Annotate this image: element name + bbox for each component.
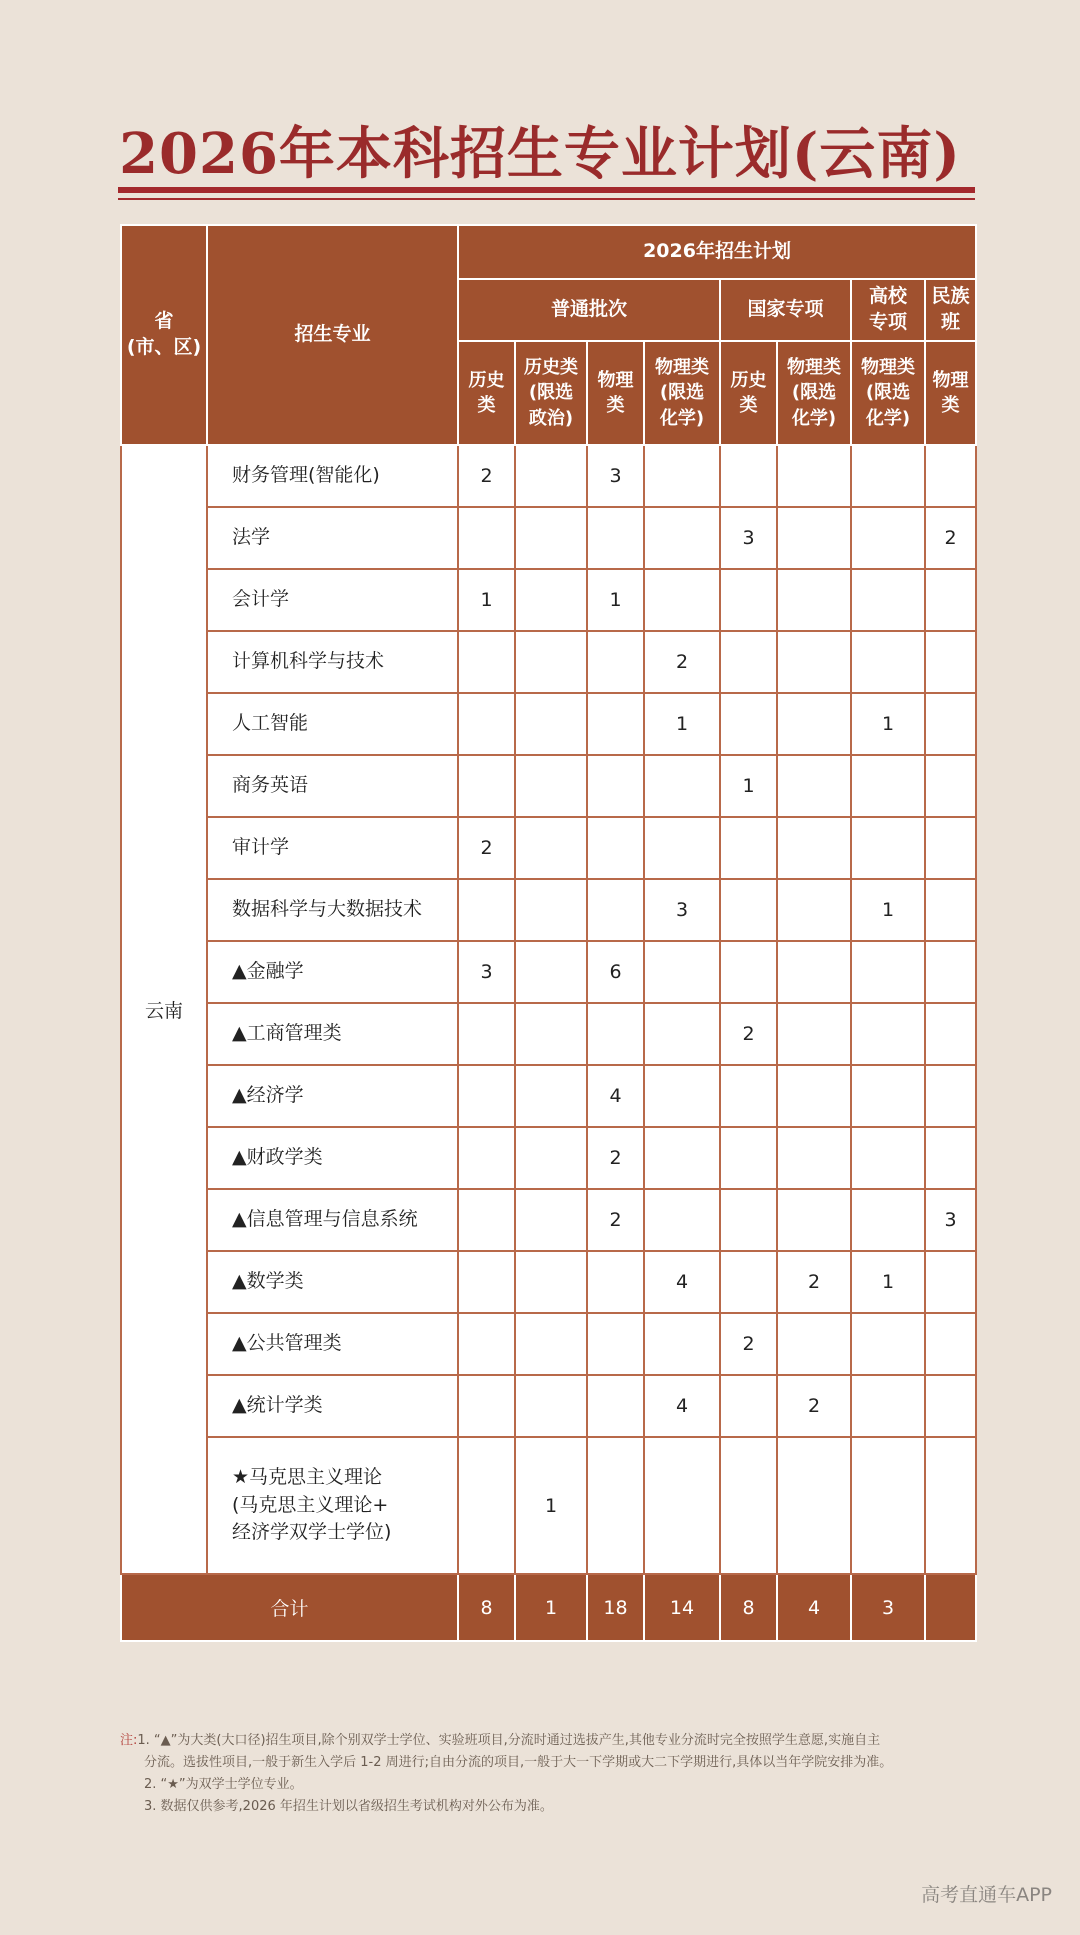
watermark: 高考直通车APP [921,1884,1052,1906]
major-name: 人工智能 [207,693,458,755]
total-cell: 4 [777,1574,851,1641]
quota-cell [515,693,587,755]
quota-cell [515,817,587,879]
quota-cell [851,817,925,879]
quota-cell: 1 [851,879,925,941]
title-underline-thin [118,198,975,200]
quota-cell [851,569,925,631]
quota-cell [720,879,777,941]
quota-cell [587,879,644,941]
quota-cell: 1 [851,1251,925,1313]
header-subcol-3: 物理类 (限选 化学) [644,341,720,445]
major-name: ▲金融学 [207,941,458,1003]
quota-cell [851,445,925,507]
quota-cell [644,1003,720,1065]
quota-cell [587,1375,644,1437]
quota-cell [851,631,925,693]
footnote-1a [120,1730,980,1752]
quota-cell: 3 [720,507,777,569]
quota-cell [515,1003,587,1065]
quota-cell [851,1189,925,1251]
major-name: 会计学 [207,569,458,631]
major-name: 数据科学与大数据技术 [207,879,458,941]
total-cell: 3 [851,1574,925,1641]
quota-cell [851,507,925,569]
quota-cell: 6 [587,941,644,1003]
quota-cell [644,817,720,879]
quota-cell [458,1189,515,1251]
quota-cell [587,1437,644,1574]
quota-cell [587,817,644,879]
header-group-ethnic: 民族 班 [925,279,976,341]
quota-cell [720,817,777,879]
major-name: 审计学 [207,817,458,879]
quota-cell: 1 [458,569,515,631]
total-cell: 14 [644,1574,720,1641]
quota-cell [458,1251,515,1313]
quota-cell [720,941,777,1003]
quota-cell [458,1313,515,1375]
quota-cell [458,693,515,755]
major-name: ▲数学类 [207,1251,458,1313]
footnote-1a-text: 1. “▲”为大类(大口径)招生项目,除个别双学士学位、实验班项目,分流时通过选拔产生,其他专业分流时完全按照学生意愿,实施自主 [137,1733,881,1748]
footnote-2: 2. “★”为双学士学位专业。 [144,1777,303,1792]
quota-cell: 2 [644,631,720,693]
quota-cell [720,1065,777,1127]
quota-cell [515,755,587,817]
header-plan: 2026年招生计划 [458,225,976,279]
quota-cell: 2 [458,445,515,507]
quota-cell [644,1065,720,1127]
table-row [121,1003,976,1065]
total-cell: 18 [587,1574,644,1641]
quota-cell: 3 [925,1189,976,1251]
quota-cell [720,1251,777,1313]
header-subcol-5: 物理类 (限选 化学) [777,341,851,445]
quota-cell [587,1313,644,1375]
quota-cell [777,445,851,507]
quota-cell: 1 [851,693,925,755]
quota-cell [587,507,644,569]
quota-cell [515,507,587,569]
quota-cell [851,1313,925,1375]
table-row [121,941,976,1003]
total-cell: 8 [458,1574,515,1641]
header-subcol-0: 历史 类 [458,341,515,445]
total-label: 合计 [121,1574,458,1641]
major-name: ▲财政学类 [207,1127,458,1189]
table-row [121,569,976,631]
quota-cell [720,631,777,693]
quota-cell [515,1189,587,1251]
quota-cell [720,1375,777,1437]
header-group-university: 高校 专项 [851,279,925,341]
page-title: 2026年本科招生专业计划(云南) [119,121,961,187]
table-row [121,879,976,941]
quota-cell: 2 [587,1127,644,1189]
total-cell: 1 [515,1574,587,1641]
quota-cell [515,445,587,507]
quota-cell: 4 [644,1375,720,1437]
quota-cell [458,1127,515,1189]
quota-cell: 1 [587,569,644,631]
header-group-national: 国家专项 [720,279,851,341]
quota-cell [644,755,720,817]
major-name: ▲信息管理与信息系统 [207,1189,458,1251]
quota-cell [644,1437,720,1574]
quota-cell: 1 [720,755,777,817]
quota-cell [851,1375,925,1437]
province-cell: 云南 [121,445,207,1574]
table-row [121,755,976,817]
quota-cell: 2 [458,817,515,879]
major-name: 商务英语 [207,755,458,817]
quota-cell: 4 [644,1251,720,1313]
quota-cell [777,817,851,879]
quota-cell [851,1003,925,1065]
major-name: ▲公共管理类 [207,1313,458,1375]
quota-cell [925,755,976,817]
table-row [121,693,976,755]
quota-cell [925,879,976,941]
table-row [121,1313,976,1375]
quota-cell [458,1065,515,1127]
quota-cell [587,1003,644,1065]
quota-cell: 2 [720,1313,777,1375]
quota-cell [851,755,925,817]
quota-cell [458,1375,515,1437]
table-row [121,1065,976,1127]
quota-cell [777,1313,851,1375]
quota-cell [458,1003,515,1065]
major-name: ★马克思主义理论 (马克思主义理论+ 经济学双学士学位) [207,1437,458,1574]
table-row [121,817,976,879]
quota-cell: 2 [587,1189,644,1251]
quota-cell [644,1189,720,1251]
footnote-1b: 分流。选拔性项目,一般于新生入学后 1-2 周进行;自由分流的项目,一般于大一下学期或大二下学期进行,具体以当年学院安排为准。 [144,1755,893,1770]
quota-cell: 2 [925,507,976,569]
quota-cell [644,569,720,631]
quota-cell [515,1065,587,1127]
header-subcol-2: 物理 类 [587,341,644,445]
quota-cell [458,507,515,569]
quota-cell [644,941,720,1003]
quota-cell [925,1313,976,1375]
quota-cell [515,1313,587,1375]
quota-cell [720,445,777,507]
table-row [121,1375,976,1437]
quota-cell [515,1375,587,1437]
quota-cell [851,941,925,1003]
quota-cell [925,817,976,879]
enrollment-plan-table [120,224,977,1642]
quota-cell [720,1189,777,1251]
quota-cell [925,1127,976,1189]
quota-cell [851,1065,925,1127]
quota-cell [851,1127,925,1189]
quota-cell [587,693,644,755]
header-subcol-4: 历史 类 [720,341,777,445]
quota-cell [587,631,644,693]
quota-cell [644,507,720,569]
header-group-regular: 普通批次 [458,279,720,341]
header-subcol-7: 物理 类 [925,341,976,445]
quota-cell [925,1251,976,1313]
major-name: 计算机科学与技术 [207,631,458,693]
quota-cell [644,1313,720,1375]
quota-cell [458,1437,515,1574]
table-row [121,1437,976,1574]
table-row [121,507,976,569]
quota-cell [720,1127,777,1189]
quota-cell [777,1065,851,1127]
header-subcol-6: 物理类 (限选 化学) [851,341,925,445]
quota-cell [587,755,644,817]
quota-cell [777,569,851,631]
quota-cell [777,693,851,755]
quota-cell [777,1189,851,1251]
quota-cell [644,1127,720,1189]
quota-cell [925,941,976,1003]
quota-cell [720,569,777,631]
quota-cell [925,693,976,755]
quota-cell [515,569,587,631]
quota-cell [925,1003,976,1065]
quota-cell [925,445,976,507]
quota-cell [777,1437,851,1574]
footnote-3: 3. 数据仅供参考,2026 年招生计划以省级招生考试机构对外公布为准。 [144,1799,553,1814]
table-row [121,631,976,693]
footnote-prefix: 注: [120,1733,138,1748]
quota-cell [587,1251,644,1313]
quota-cell: 3 [587,445,644,507]
table-row [121,1127,976,1189]
quota-cell [925,1437,976,1574]
table-row [121,445,976,507]
major-name: 财务管理(智能化) [207,445,458,507]
quota-cell [777,631,851,693]
quota-cell [720,693,777,755]
quota-cell [777,507,851,569]
major-name: ▲统计学类 [207,1375,458,1437]
quota-cell [925,1065,976,1127]
quota-cell [777,1003,851,1065]
quota-cell: 2 [777,1375,851,1437]
footnotes [120,1730,980,1818]
total-cell: 8 [720,1574,777,1641]
header-subcol-1: 历史类 (限选 政治) [515,341,587,445]
quota-cell [777,1127,851,1189]
quota-cell [925,1375,976,1437]
quota-cell [644,445,720,507]
header-major: 招生专业 [207,225,458,445]
quota-cell [458,879,515,941]
total-cell [925,1574,976,1641]
quota-cell: 3 [644,879,720,941]
quota-cell [777,879,851,941]
quota-cell [925,569,976,631]
major-name: ▲工商管理类 [207,1003,458,1065]
quota-cell [720,1437,777,1574]
quota-cell: 3 [458,941,515,1003]
quota-cell [515,631,587,693]
major-name: 法学 [207,507,458,569]
title-underline-thick [118,187,975,193]
quota-cell [925,631,976,693]
quota-cell: 1 [515,1437,587,1574]
quota-cell [458,631,515,693]
quota-cell [458,755,515,817]
quota-cell: 1 [644,693,720,755]
quota-cell: 2 [720,1003,777,1065]
quota-cell [515,879,587,941]
major-name: ▲经济学 [207,1065,458,1127]
quota-cell [851,1437,925,1574]
table-row [121,1189,976,1251]
quota-cell [515,941,587,1003]
quota-cell: 2 [777,1251,851,1313]
quota-cell [777,755,851,817]
table-row [121,1251,976,1313]
quota-cell [777,941,851,1003]
header-province [121,225,207,445]
header-province-text: 省 (市、区) [126,310,202,358]
quota-cell [515,1127,587,1189]
quota-cell [515,1251,587,1313]
quota-cell: 4 [587,1065,644,1127]
